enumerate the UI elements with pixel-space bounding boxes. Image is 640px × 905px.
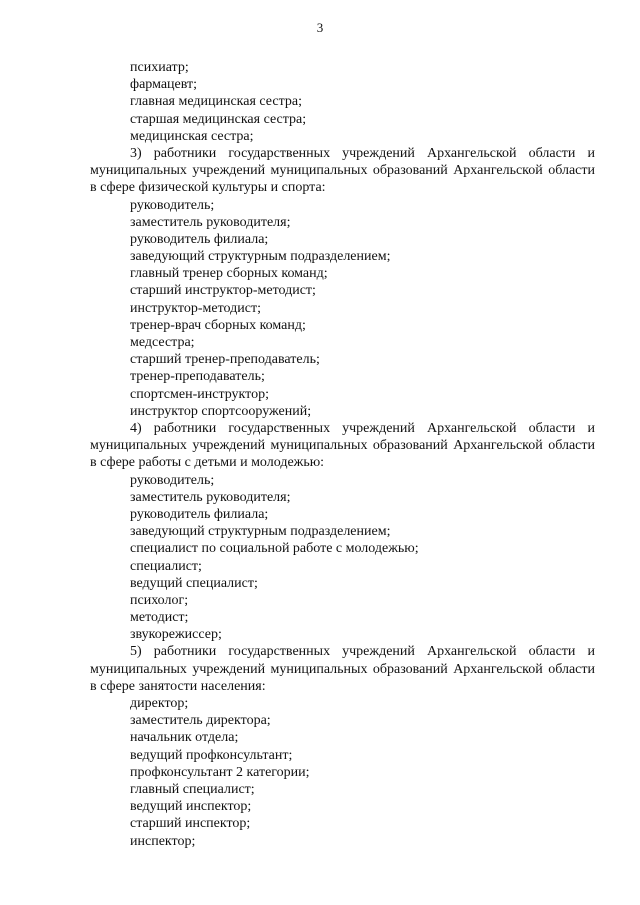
list-item: тренер-преподаватель; bbox=[130, 369, 265, 385]
list-item: тренер-врач сборных команд; bbox=[130, 317, 306, 333]
list-item: инструктор спортсооружений; bbox=[130, 403, 312, 419]
section-4-heading: 4) работники государственных учреждений Архангельской области и муниципальных учреждений муниципальных образований Архангельской области в сфере работы с детьми и молодежью: bbox=[90, 420, 595, 471]
list-item: заместитель директора; bbox=[130, 713, 271, 729]
list-item: директор; bbox=[130, 696, 189, 712]
list-item: руководитель; bbox=[130, 197, 215, 213]
page-number: 3 bbox=[316, 20, 324, 35]
list-item: фармацевт; bbox=[130, 77, 198, 93]
list-item: ведущий специалист; bbox=[130, 575, 258, 591]
list-item: начальник отдела; bbox=[130, 730, 239, 746]
list-item: ведущий инспектор; bbox=[130, 799, 252, 815]
list-item: медицинская сестра; bbox=[130, 128, 254, 144]
section-3-heading: 3) работники государственных учреждений Архангельской области и муниципальных учреждений муниципальных образований Архангельской области в сфере физической культуры и спорта: bbox=[90, 145, 595, 196]
list-item: инструктор-методист; bbox=[130, 300, 261, 316]
list-item: старший тренер-преподаватель; bbox=[130, 352, 320, 368]
list-item: заведующий структурным подразделением; bbox=[130, 524, 391, 540]
list-item: заведующий структурным подразделением; bbox=[130, 249, 391, 265]
list-continued bbox=[90, 59, 595, 145]
list-item: старшая медицинская сестра; bbox=[130, 111, 307, 127]
section-3-list bbox=[90, 197, 595, 420]
list-item: ведущий профконсультант; bbox=[130, 747, 293, 763]
list-item: профконсультант 2 категории; bbox=[130, 764, 310, 780]
section-5-list bbox=[90, 695, 595, 850]
document-body bbox=[90, 59, 595, 850]
list-item: психолог; bbox=[130, 592, 189, 608]
section-5-heading: 5) работники государственных учреждений Архангельской области и муниципальных учреждений муниципальных образований Архангельской области в сфере занятости населения: bbox=[90, 644, 595, 694]
list-item: старший инспектор; bbox=[130, 816, 251, 832]
list-item: руководитель филиала; bbox=[130, 231, 269, 247]
list-item: специалист по социальной работе с молодежью; bbox=[130, 541, 419, 557]
list-item: заместитель руководителя; bbox=[130, 214, 291, 230]
list-item: медсестра; bbox=[130, 335, 195, 351]
list-item: главная медицинская сестра; bbox=[130, 94, 302, 110]
list-item: главный тренер сборных команд; bbox=[130, 266, 328, 282]
list-item: спортсмен-инструктор; bbox=[130, 386, 269, 402]
list-item: психиатр; bbox=[130, 60, 189, 75]
list-item: методист; bbox=[130, 610, 189, 626]
section-4-list bbox=[90, 472, 595, 644]
list-item: руководитель филиала; bbox=[130, 506, 269, 522]
list-item: инспектор; bbox=[130, 833, 196, 849]
list-item: звукорежиссер; bbox=[130, 627, 222, 643]
list-item: специалист; bbox=[130, 558, 202, 574]
list-item: старший инструктор-методист; bbox=[130, 283, 316, 299]
list-item: главный специалист; bbox=[130, 782, 255, 798]
list-item: заместитель руководителя; bbox=[130, 489, 291, 505]
list-item: руководитель; bbox=[130, 472, 215, 488]
